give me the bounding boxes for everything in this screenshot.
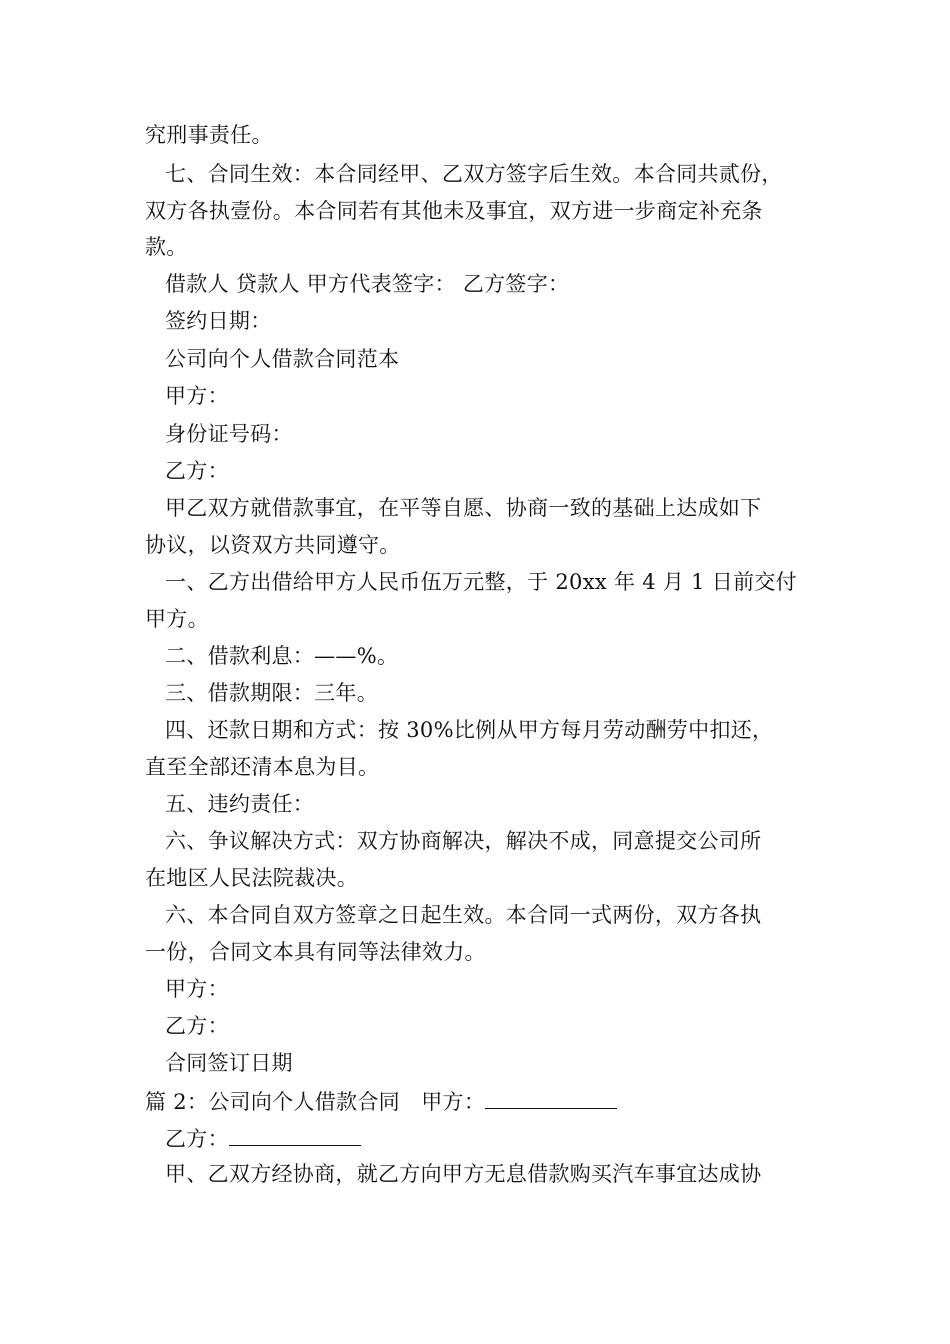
paragraph-line: 签约日期： [165,309,272,333]
paragraph-line: 双方各执壹份。本合同若有其他未及事宜，双方进一步商定补充条 [145,199,763,223]
paragraph-line: 乙方： [165,459,229,483]
party-b-line [165,1123,361,1153]
paragraph-line: 一、乙方出借给甲方人民币伍万元整，于 20xx 年 4 月 1 日前交付 [165,570,797,594]
paragraph-line: 究刑事责任。 [145,123,273,147]
paragraph-line: 四、还款日期和方式：按 30%比例从甲方每月劳动酬劳中扣还， [165,718,774,742]
paragraph-line: 甲方。 [145,607,209,631]
chapter-heading-text: 篇 2：公司向个人借款合同 甲方： [145,1090,486,1114]
paragraph-line: 六、本合同自双方签章之日起生效。本合同一式两份，双方各执 [165,903,762,927]
paragraph-line: 甲方： [165,977,229,1001]
paragraph-line: 在地区人民法院裁决。 [145,866,358,890]
section-title: 公司向个人借款合同范本 [165,347,400,371]
paragraph-line: 七、合同生效：本合同经甲、乙双方签字后生效。本合同共贰份， [165,162,783,186]
paragraph-line: 身份证号码： [165,422,293,446]
paragraph-line: 协议，以资双方共同遵守。 [145,533,401,557]
paragraph-line: 甲乙双方就借款事宜，在平等自愿、协商一致的基础上达成如下 [165,496,762,520]
paragraph-line: 甲方： [165,384,229,408]
paragraph-line: 直至全部还清本息为目。 [145,755,380,779]
paragraph-line: 六、争议解决方式：双方协商解决，解决不成，同意提交公司所 [165,829,762,853]
paragraph-line: 合同签订日期 [165,1051,293,1075]
chapter-heading-line [145,1086,617,1116]
paragraph-line: 借款人 贷款人 甲方代表签字： 乙方签字： [165,272,570,296]
party-b-blank [229,1123,361,1146]
paragraph-line: 乙方： [165,1014,229,1038]
paragraph-line: 款。 [145,235,188,259]
paragraph-line: 甲、乙双方经协商，就乙方向甲方无息借款购买汽车事宜达成协 [165,1162,762,1186]
paragraph-line: 一份，合同文本具有同等法律效力。 [145,940,486,964]
party-a-blank [485,1086,617,1109]
paragraph-line: 三、借款期限：三年。 [165,681,378,705]
paragraph-line: 五、违约责任： [165,792,315,816]
paragraph-line: 二、借款利息：——%。 [165,644,399,668]
party-b-label: 乙方： [165,1127,229,1151]
